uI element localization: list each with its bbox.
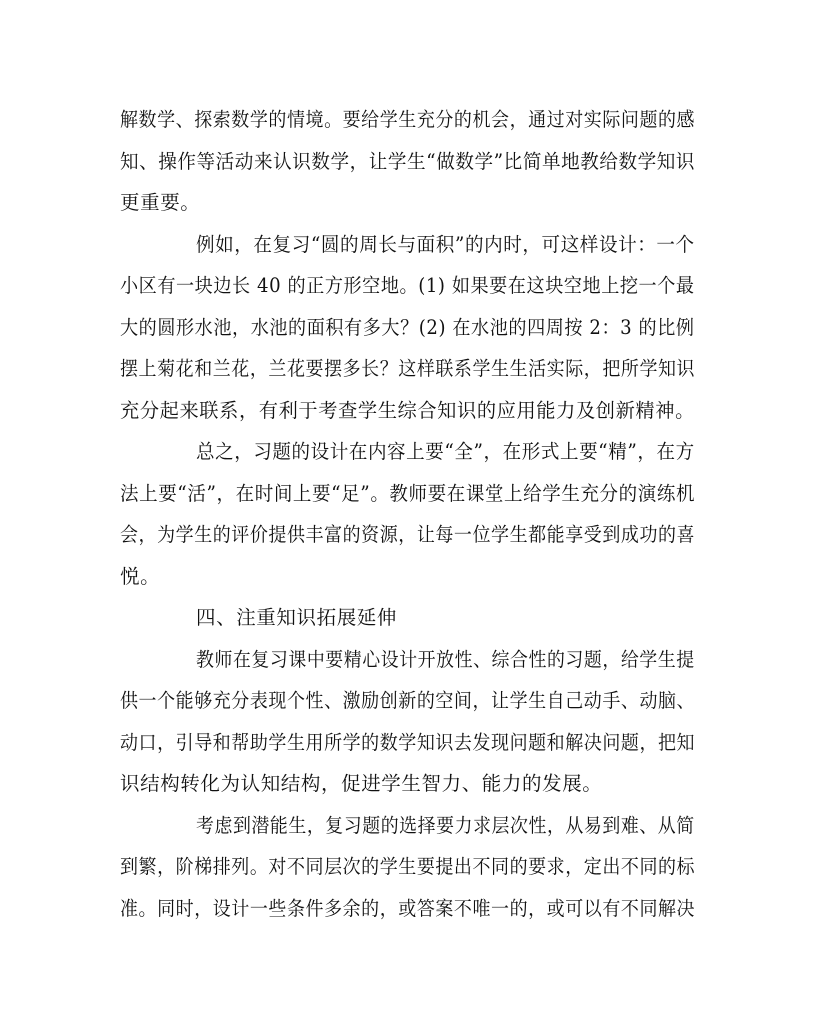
paragraph-first-line: 总之，习题的设计在内容上要“全”，在形式上要“精”，在方 xyxy=(196,440,695,463)
paragraph-first-line: 考虑到潜能生，复习题的选择要力求层次性，从易到难、从简 xyxy=(196,814,695,837)
text-line: 悦。 xyxy=(120,565,161,588)
text-line: 充分起来联系，有利于考查学生综合知识的应用能力及创新精神。 xyxy=(120,399,695,422)
text-line: 更重要。 xyxy=(120,191,201,214)
paragraph-first-line: 教师在复习课中要精心设计开放性、综合性的习题，给学生提 xyxy=(196,648,695,671)
text-line: 动口，引导和帮助学生用所学的数学知识去发现问题和解决问题，把知 xyxy=(120,731,696,754)
text-line: 准。同时，设计一些条件多余的，或答案不唯一的，或可以有不同解决 xyxy=(120,897,696,920)
text-line: 知、操作等活动来认识数学，让学生“做数学”比简单地教给数学知识 xyxy=(120,150,696,173)
paragraph-first-line: 例如，在复习“圆的周长与面积”的内时，可这样设计：一个 xyxy=(196,233,695,256)
text-line: 小区有一块边长 40 的正方形空地。(1) 如果要在这块空地上挖一个最 xyxy=(120,274,695,297)
text-line: 摆上菊花和兰花，兰花要摆多长？这样联系学生生活实际，把所学知识 xyxy=(120,357,696,380)
text-line: 识结构转化为认知结构，促进学生智力、能力的发展。 xyxy=(120,772,603,795)
text-line: 到繁，阶梯排列。对不同层次的学生要提出不同的要求，定出不同的标 xyxy=(120,855,696,878)
text-line: 解数学、探索数学的情境。要给学生充分的机会，通过对实际问题的感 xyxy=(120,108,696,131)
text-line: 大的圆形水池，水池的面积有多大？(2) 在水池的四周按 2：3 的比例 xyxy=(120,316,695,339)
text-line: 供一个能够充分表现个性、激励创新的空间，让学生自己动手、动脑、 xyxy=(120,689,696,712)
text-line: 法上要“活”，在时间上要“足”。教师要在课堂上给学生充分的演练机 xyxy=(120,482,696,505)
section-heading: 四、注重知识拓展延伸 xyxy=(196,606,398,629)
text-line: 会，为学生的评价提供丰富的资源，让每一位学生都能享受到成功的喜 xyxy=(120,523,696,546)
